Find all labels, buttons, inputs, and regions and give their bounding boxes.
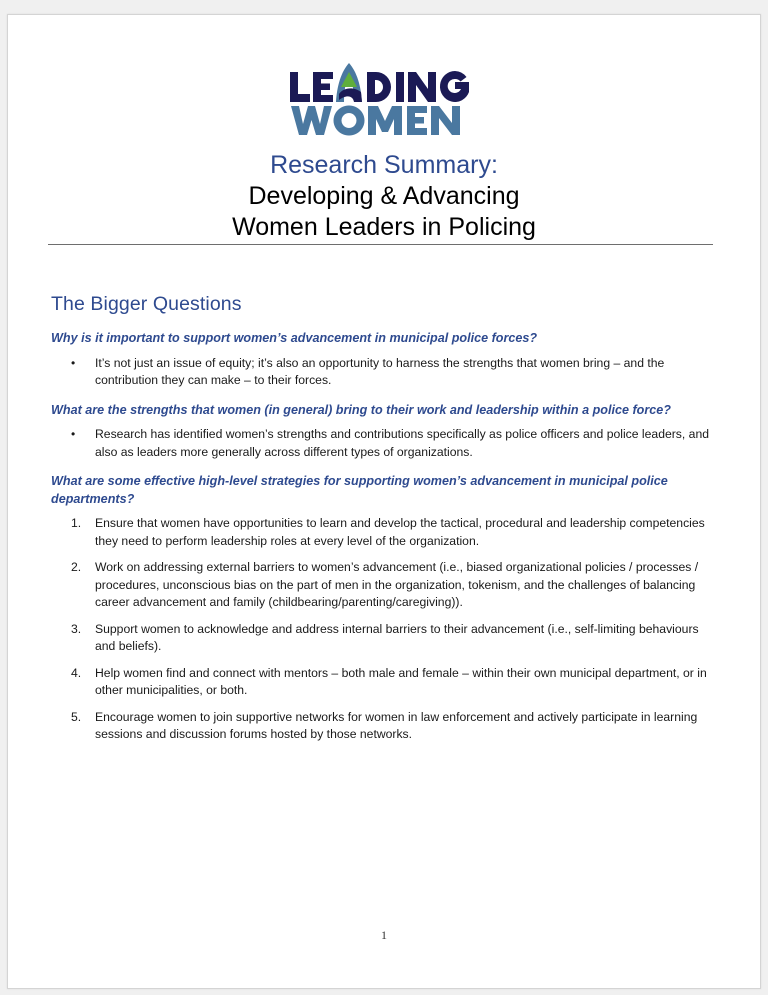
list-item-text: Help women find and connect with mentors – both male and female – within their own municipal department, or in other municipalities, or both.: [95, 665, 707, 697]
title-line-developing: Developing & Advancing: [248, 182, 520, 210]
list-item-text: Support women to acknowledge and address internal barriers to their advancement (i.e., self-limiting behaviours and beliefs).: [95, 621, 699, 653]
question-1: Why is it important to support women’s advancement in municipal police forces?: [51, 331, 538, 345]
document-body: [51, 330, 716, 756]
list-item-text: Ensure that women have opportunities to learn and develop the tactical, procedural and leadership competencies they need to perform leadership roles at every level of the organization.: [95, 516, 705, 548]
bullet-list-1: [51, 355, 716, 390]
document-title: [0, 150, 768, 243]
leading-women-logo: [283, 50, 483, 140]
list-number: 3.: [71, 621, 82, 636]
page-number: 1: [381, 928, 387, 942]
title-divider: [48, 244, 713, 245]
list-item-text: Encourage women to join supportive networks for women in law enforcement and actively participate in learning sessions and discussion forums hosted by those networks.: [95, 709, 698, 741]
list-item: [51, 515, 716, 550]
bullet-icon: •: [71, 355, 76, 370]
list-item: [51, 709, 716, 744]
list-number: 4.: [71, 665, 82, 680]
section-heading: The Bigger Questions: [51, 293, 242, 315]
bullet-icon: •: [71, 427, 76, 441]
list-number: 2.: [71, 560, 82, 574]
list-item: [51, 426, 716, 461]
svg-text:LEADING: LEADING: [283, 50, 288, 51]
list-item: [51, 355, 716, 390]
title-research-summary: Research Summary:: [270, 151, 498, 179]
list-item-text: Research has identified women’s strengths and contributions specifically as police officers and police leaders, and also as leaders more generally across different types of organizations.: [95, 427, 710, 459]
bullet-list-2: [51, 426, 716, 461]
list-number: 1.: [71, 516, 82, 530]
title-line-women-leaders: Women Leaders in Policing: [232, 213, 536, 241]
logo-graphic: [283, 50, 483, 140]
list-item: [51, 621, 716, 656]
list-item-text: It’s not just an issue of equity; it’s also an opportunity to harness the strengths that women bring – and the contribution they can make – to their forces.: [95, 355, 665, 387]
strategies-list: [51, 515, 716, 744]
list-item-text: Work on addressing external barriers to women’s advancement (i.e., biased organizational policies / processes / procedures, unconscious bias on the part of men in the organization, tokenism, and the challenges of balancing career advancement and family (childbearing/parenting/caregiving)).: [95, 560, 699, 609]
question-3: What are some effective high-level strategies for supporting women’s advancement in municipal police departments?: [51, 474, 668, 506]
list-number: 5.: [71, 709, 82, 724]
question-2: What are the strengths that women (in general) bring to their work and leadership within a police force?: [51, 402, 671, 417]
list-item: [51, 665, 716, 700]
list-item: [51, 559, 716, 612]
